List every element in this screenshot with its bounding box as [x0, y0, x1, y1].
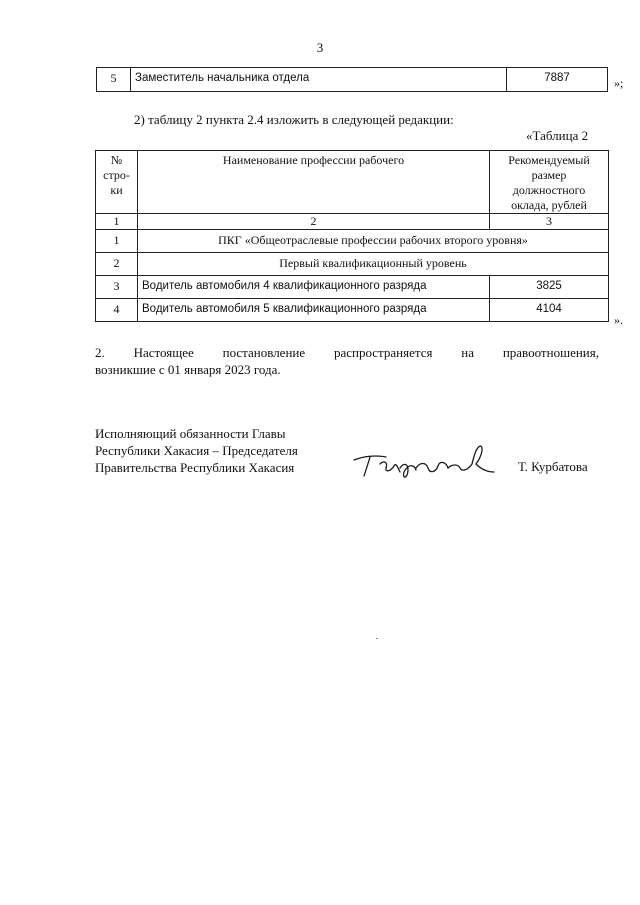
profession-name: Водитель автомобиля 5 квалификационного разряда	[138, 299, 490, 322]
row-number: 5	[97, 68, 131, 92]
table-row	[96, 253, 609, 276]
signature-stroke	[364, 457, 370, 476]
index-cell: 3	[490, 214, 609, 230]
level-heading: Первый квалификационный уровень	[138, 253, 609, 276]
row-number: 2	[96, 253, 138, 276]
table-caption: «Таблица 2	[526, 128, 589, 143]
handwritten-signature	[350, 438, 500, 486]
closing-quote-1: »;	[614, 76, 624, 90]
group-heading: ПКГ «Общеотраслевые профессии рабочих второго уровня»	[138, 230, 609, 253]
closing-quote-2: ».	[614, 313, 623, 327]
signature-stroke	[448, 446, 494, 472]
index-row	[96, 214, 609, 230]
table-row	[96, 230, 609, 253]
salary-value: 7887	[507, 68, 608, 92]
paragraph-effective-date-line2: возникшие с 01 января 2023 года.	[95, 362, 281, 377]
signature-stroke	[416, 462, 448, 471]
signatory-title: Исполняющий обязанности Главы Республики Хакасия – Председателя Правительства Республики Хакасия	[95, 426, 298, 475]
table-row	[97, 68, 608, 92]
row-number: 4	[96, 299, 138, 322]
page-number: 3	[316, 40, 324, 55]
paragraph-amendment: 2) таблицу 2 пункта 2.4 изложить в следующей редакции:	[134, 112, 454, 127]
table-row	[96, 299, 609, 322]
table-row	[96, 276, 609, 299]
row-number: 3	[96, 276, 138, 299]
signatory-name: Т. Курбатова	[518, 459, 588, 474]
header-profession: Наименование профессии рабочего	[138, 151, 490, 214]
table-continuation	[96, 67, 608, 92]
salary-value: 4104	[490, 299, 609, 322]
header-row	[96, 151, 609, 214]
header-row-number: № стро- ки	[96, 151, 138, 214]
row-number: 1	[96, 230, 138, 253]
index-cell: 1	[96, 214, 138, 230]
signature-stroke	[400, 464, 416, 477]
header-salary: Рекомендуемый размер должностного оклада, рублей	[490, 151, 609, 214]
signature-stroke	[380, 462, 400, 472]
salary-value: 3825	[490, 276, 609, 299]
scan-speck	[376, 638, 378, 639]
profession-name: Водитель автомобиля 4 квалификационного разряда	[138, 276, 490, 299]
position-name: Заместитель начальника отдела	[131, 68, 507, 92]
index-cell: 2	[138, 214, 490, 230]
table-2	[95, 150, 609, 322]
paragraph-effective-date-line1: 2. Настоящее постановление распространяется на правоотношения,	[95, 345, 599, 360]
